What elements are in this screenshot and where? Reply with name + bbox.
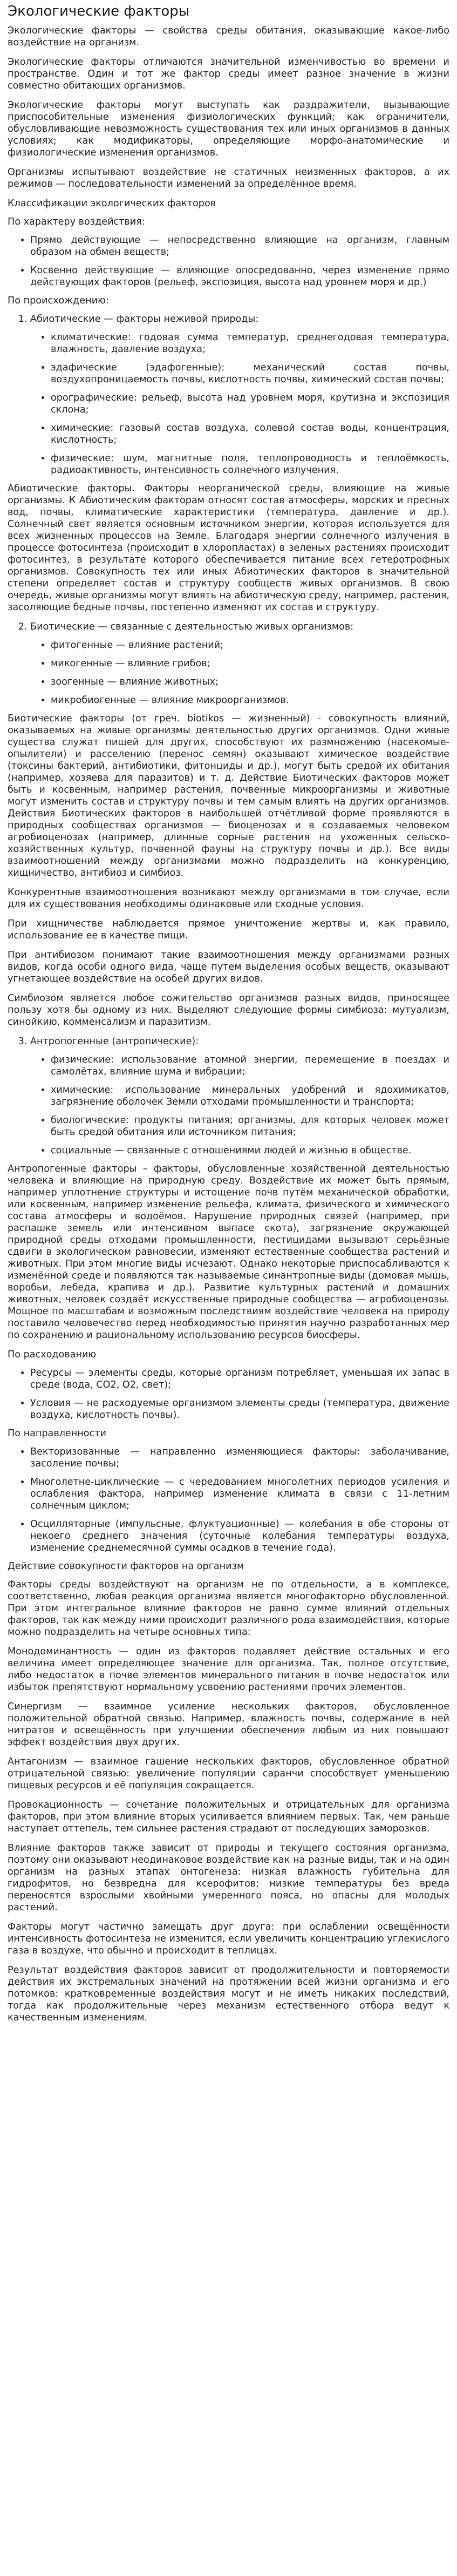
anthropogenic-label: Антропогенные (антропические): — [30, 1036, 199, 1047]
list-item: • социальные — связанные с отношениями людей и жизнью в обществе. — [51, 1145, 449, 1157]
competition-paragraph: Конкурентные взаимоотношения возникают между организмами в том случае, если для их существования необходимы одинаковые или сходные условия. — [8, 887, 449, 910]
by-direction-label: По направленности — [8, 1428, 106, 1439]
classification-heading: Классификации экологических факторов — [8, 198, 216, 209]
list-item: • химические: использование минеральных удобрений и ядохимикатов, загрязнение оболочек Земли отходами промышленности и транспорта; — [51, 1084, 449, 1108]
biotic-item — [30, 621, 449, 706]
list-item: • биологические: продукты питания; организмы, для которых человек может быть средой обитания или источником питания; — [51, 1114, 449, 1138]
page-title: Экологические факторы — [8, 3, 190, 19]
synergy-paragraph: Синергизм — взаимное усиление нескольких факторов, обусловленное положительной обратной связью. Например, влажность почвы, содержание в ней нитратов и освещённость при улучшении обеспечения любым из них повышают эффект воздействия двух других. — [8, 1701, 449, 1748]
by-character-list — [8, 234, 449, 288]
intro-definition: Экологические факторы — свойства среды обитания, оказывающие какое-либо воздействие на организм. — [8, 25, 449, 48]
intro-variability: Экологические факторы отличаются значительной изменчивостью во времени и пространстве. Один и тот же фактор среды имеет разное значение в жизни совместно обитающих организмов. — [8, 57, 449, 91]
origin-list-biotic — [8, 621, 449, 706]
interaction-heading: Действие совокупности факторов на организм — [8, 1561, 244, 1572]
list-item: • Осцилляторные (импульсные, флуктуационные) — колебания в обе стороны от некоего среднего значения (суточные колебания температуры воздуха, изменение среднемесячной суммы осадков в течение года). — [30, 1518, 449, 1554]
antagonism-paragraph: Антагонизм — взаимное гашение нескольких факторов, обусловленное обратной отрицательной связью: увеличение популяции саранчи способствует уменьшению пищевых ресурсов и её популяция сокращается. — [8, 1756, 449, 1791]
organism-state-paragraph: Влияние факторов также зависит от природы и текущего состояния организма, поэтому они оказывают неодинаковое воздействие как на разные виды, так и на один организм на разных этапах онтогенеза: низкая влажность губительна для гидрофитов, но безвредна для ксерофитов; низкие температуры без вреда переносятся взрослыми хвойными умеренного пояса, но опасны для молодых растений. — [8, 1843, 449, 1913]
biotic-label: Биотические — связанные с деятельностью живых организмов: — [30, 621, 354, 632]
list-item: • Многолетне-циклические — с чередованием многолетних периодов усиления и ослабления фактора, например изменение климата в связи с 11-летним солнечным циклом; — [30, 1476, 449, 1512]
list-item: • Векторизованные — направленно изменяющиеся факторы: заболачивание, засоление почвы; — [30, 1446, 449, 1470]
by-consumption-label: По расходованию — [8, 1349, 97, 1360]
substitution-paragraph: Факторы могут частично замещать друг друга: при ослаблении освещённости интенсивность фотосинтеза не изменится, если увеличить концентрацию углекислого газа в воздухе, что обычно и происходит в теплицах. — [8, 1922, 449, 1956]
by-origin-label: По происхождению: — [8, 295, 109, 306]
antibiosis-paragraph: При антибиозом понимают такие взаимоотношения между организмами разных видов, когда особи одного вида, чаще путем выделения особых веществ, оказывают угнетающее воздействие на особей других видов. — [8, 950, 449, 984]
list-item: • эдафические (эдафогенные): механический состав почвы, воздухопроницаемость почвы, кислотность почвы, химический состав почвы; — [51, 362, 449, 386]
provocation-paragraph: Провокационность — сочетание положительных и отрицательных для организма факторов, при этом влияние вторых усиливается влиянием первых. Так, чем раньше наступает оттепель, тем сильнее растения страдают от последующих заморозков. — [8, 1800, 449, 1834]
biotic-description: Биотические факторы (от греч. biotikos — жизненный) - совокупность влияний, оказываемых на живые организмы деятельностью других организмов. Одни живые существа служат пищей для других, способствуют их размножению (насекомые-опылители) и расселению (перенос семян) оказывают химическое воздействие (токсины бактерий, антибиотики, фитонциды и др.), могут быть средой их обитания (например, хозяева для паразитов) и т. д. Действие Биотических факторов может быть и косвенным, например растения, почвенные микроорганизмы и животные могут изменить состав и структуру почвы и тем самым влиять на других организмов. Действия Биотических факторов в наибольшей отчётливой форме проявляются в природных сообществах организмов — биоценозах и в создаваемых человеком агробиоценозах (например, длинные сорные растения на ухоженных сельско-хозяйственных культур, почвенной фауны на структуру почвы и др.). Все виды взаимоотношений между организмами можно подразделить на конкуренцию, хищничество, антибиоз и симбиоз. — [8, 713, 449, 878]
list-item: • зоогенные — влияние животных; — [51, 676, 449, 688]
by-direction-list — [8, 1446, 449, 1554]
list-item: • орографические: рельеф, высота над уровнем моря, крутизна и экспозиция склона; — [51, 392, 449, 416]
list-item: • Ресурсы — элементы среды, которые организм потребляет, уменьшая их запас в среде (вода, CO2, O2, свет); — [30, 1367, 449, 1391]
intro-roles: Экологические факторы могут выступать как раздражители, вызывающие приспособительные изменения физиологических функций; как ограничители, обусловливающие невозможность существования тех или иных организмов в данных условиях; как модификаторы, определяющие морфо-анатомические и физиологические изменения организмов. — [8, 100, 449, 158]
symbiosis-paragraph: Симбиозом является любое сожительство организмов разных видов, приносящее пользу хотя бы одному из них. Выделяют следующие формы симбиоза: мутуализм, синойкию, комменсализм и паразитизм. — [8, 993, 449, 1027]
predation-paragraph: При хищничестве наблюдается прямое уничтожение жертвы и, как правило, использование ее в качестве пищи. — [8, 918, 449, 941]
list-item: • Прямо действующие — непосредственно влияющие на организм, главным образом на обмен веществ; — [30, 234, 449, 258]
abiotic-label: Абиотические — факторы неживой природы: — [30, 314, 259, 324]
anthropogenic-list — [30, 1054, 449, 1157]
abiotic-list — [30, 332, 449, 476]
list-item: • химические: газовый состав воздуха, солевой состав воды, концентрация, кислотность; — [51, 422, 449, 446]
origin-list-abiotic — [8, 313, 449, 476]
anthropogenic-description: Антропогенные факторы – факторы, обусловленные хозяйственной деятельностью человека и влияющие на природную среду. Воздействие их может быть прямым, например уплотнение структуры и истощение почв путём механической обработки, или косвенным, например изменение рельефа, климата, физического и химического состава атмосферы и водоёмов. Нарушение природных связей (например, при распашке земель или интенсивном выпасе скота), загрязнение окружающей природной среды отходами промышленности, пестицидами вызывают серьёзные сдвиги в экологическом равновесии, изменяют естественные сообщества растений и животных. При этом многие виды исчезают. Однако некоторые приспосабливаются к изменённой среде и появляются так называемые синантропные виды (домовая мышь, воробьи, лебеда, крапива и др.). Развитие культурных растений и домашних животных, человек создаёт искусственные природные сообщества — агробиоценозы. Мощное по масштабам и возможным последствиям воздействие человека на природу поставило человечество перед необходимостью принятия научно разработанных мер по сохранению и рациональному использованию ресурсов биосферы. — [8, 1164, 449, 1341]
list-item: • микробиогенные — влияние микроорганизмов. — [51, 694, 449, 706]
abiotic-description: Абиотические факторы. Факторы неорганической среды, влияющие на живые организмы. К Абиотическим факторам относят состав атмосферы, морских и пресных вод, почвы, климатические характеристики (температура, давление и др.). Солнечный свет является основным источником энергии, которая используется для всех жизненных процессов на Земле. Благодаря энергии солнечного излучения в процессе фотосинтеза (происходит в хлоропластах) в зеленых растениях происходит фотосинтез, в результате которого обеспечивается питание всех гетеротрофных организмов. Совокупность тех или иных Абиотических факторов в значительной степени определяет состав и структуру сообществ живых организмов. В свою очередь, живые организмы могут влиять на абиотическую среду, например, растения, засоляющие бедные почвы, постепенно изменяют их состав и структуру. — [8, 483, 449, 613]
by-character-label: По характеру воздействия: — [8, 217, 145, 227]
anthropogenic-item — [30, 1036, 449, 1157]
origin-list-anthropogenic — [8, 1036, 449, 1157]
by-consumption-list — [8, 1367, 449, 1421]
list-item: • микогенные — влияние грибов; — [51, 658, 449, 670]
list-item: • Косвенно действующие — влияющие опосредованно, через изменение прямо действующих факторов (рельеф, экспозиция, высота над уровнем моря и др.) — [30, 265, 449, 288]
list-item: • климатические: годовая сумма температур, среднегодовая температура, влажность, давление воздуха; — [51, 332, 449, 355]
biotic-list — [30, 639, 449, 706]
interaction-intro: Факторы среды воздействуют на организм не по отдельности, а в комплексе, соответственно, любая реакция организма является многофакторно обусловленной. При этом интегральное влияние факторов не равно сумме влияний отдельных факторов, так как между ними происходит различного рода взаимодействия, которые можно подразделить на четыре основных типа: — [8, 1579, 449, 1638]
duration-paragraph: Результат воздействия факторов зависит от продолжительности и повторяемости действия их экстремальных значений на протяжении всей жизни организма и его потомков: кратковременные воздействия могут и не иметь никаких последствий, тогда как продолжительные через механизм естественного отбора ведут к качественным изменениям. — [8, 1965, 449, 2023]
list-item: • физические: шум, магнитные поля, теплопроводность и теплоёмкость, радиоактивность, интенсивность солнечного излучения. — [51, 452, 449, 476]
monodominance-paragraph: Монодоминантность — один из факторов подавляет действие остальных и его величина имеет определяющее значение для организма. Так, полное отсутствие, либо недостаток в почве элементов минерального питания в почве недостаток или избыток препятствуют нормальному усвоению растениями прочих элементов. — [8, 1646, 449, 1693]
intro-regimes: Организмы испытывают воздействие не статичных неизменных факторов, а их режимов — последовательности изменений за определённое время. — [8, 167, 449, 190]
list-item: • Условия — не расходуемые организмом элементы среды (температура, движение воздуха, кислотность почвы). — [30, 1397, 449, 1421]
list-item: • фитогенные — влияние растений; — [51, 639, 449, 651]
list-item: • физические: использование атомной энергии, перемещение в поездах и самолётах, влияние шума и вибрации; — [51, 1054, 449, 1078]
abiotic-item — [30, 313, 449, 476]
